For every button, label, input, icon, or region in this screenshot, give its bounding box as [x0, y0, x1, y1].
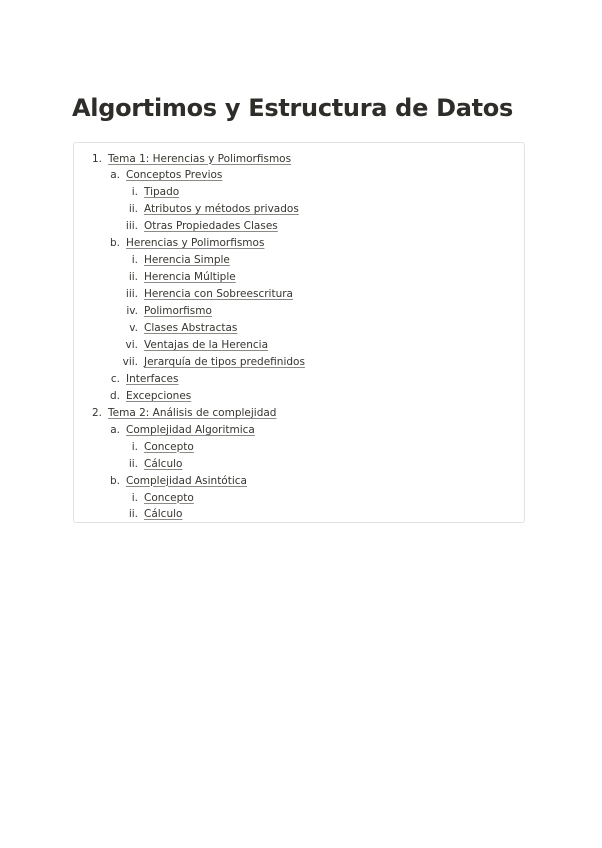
- toc-item: [0, 218, 560, 235]
- toc-item-marker: b.: [109, 474, 120, 487]
- toc-item-marker: 1.: [91, 152, 102, 165]
- toc-item-marker: 2.: [91, 406, 102, 419]
- toc-item-marker: ii.: [128, 508, 138, 521]
- toc-item: [0, 405, 560, 422]
- toc-subsection-link[interactable]: Herencias y Polimorfismos: [126, 237, 265, 250]
- toc-item: [0, 439, 560, 456]
- toc-subsection-link[interactable]: Complejidad Algoritmica: [126, 423, 255, 436]
- toc-topic-link[interactable]: Concepto: [144, 440, 194, 453]
- toc-topic-link[interactable]: Cálculo: [144, 457, 183, 470]
- toc-item-marker: vi.: [125, 338, 138, 351]
- toc-item-marker: i.: [131, 254, 138, 267]
- toc-item: [0, 167, 560, 184]
- toc-topic-link[interactable]: Otras Propiedades Clases: [144, 220, 278, 233]
- toc-topic-link[interactable]: Tipado: [144, 186, 180, 199]
- toc-item-marker: i.: [131, 491, 138, 504]
- toc-subsection-link[interactable]: Interfaces: [126, 372, 179, 385]
- toc-subsection-link[interactable]: Excepciones: [126, 389, 192, 402]
- toc-item: [0, 473, 560, 490]
- toc-item: [0, 506, 560, 523]
- toc-item-marker: d.: [109, 389, 120, 402]
- toc-item: [0, 201, 560, 218]
- toc-topic-link[interactable]: Polimorfismo: [144, 305, 212, 318]
- toc-item: [0, 252, 560, 269]
- toc-item-marker: i.: [131, 440, 138, 453]
- toc-item: [0, 490, 560, 507]
- toc-item: [0, 320, 560, 337]
- toc-item: [0, 286, 560, 303]
- toc-section-link[interactable]: Tema 2: Análisis de complejidad: [108, 406, 277, 419]
- toc-item: [0, 151, 560, 168]
- toc-item-marker: a.: [110, 423, 120, 436]
- toc-item-marker: vii.: [122, 355, 138, 368]
- toc-topic-link[interactable]: Ventajas de la Herencia: [144, 338, 269, 351]
- toc-section-link[interactable]: Tema 1: Herencias y Polimorfismos: [108, 152, 292, 165]
- toc-item-marker: a.: [110, 169, 120, 182]
- toc-item-marker: v.: [129, 322, 138, 334]
- toc-item: [0, 371, 560, 388]
- toc-item-marker: ii.: [128, 271, 138, 284]
- toc-topic-link[interactable]: Jerarquía de tipos predefinidos: [144, 355, 305, 368]
- toc-item-marker: ii.: [128, 457, 138, 470]
- toc-item: [0, 235, 560, 252]
- toc-item-marker: iii.: [125, 288, 138, 301]
- toc-subsection-link[interactable]: Conceptos Previos: [126, 169, 223, 182]
- toc-item-marker: b.: [109, 237, 120, 250]
- toc-topic-link[interactable]: Concepto: [144, 491, 194, 504]
- toc-subsection-link[interactable]: Complejidad Asintótica: [126, 474, 247, 487]
- toc-topic-link[interactable]: Herencia con Sobreescritura: [144, 288, 293, 301]
- toc-item-marker: ii.: [128, 203, 138, 216]
- toc-item-marker: iii.: [125, 220, 138, 233]
- toc-topic-link[interactable]: Cálculo: [144, 508, 183, 521]
- toc-item: [0, 354, 560, 371]
- toc-item: [0, 303, 560, 320]
- toc-item-marker: c.: [110, 372, 120, 385]
- page-title: Algortimos y Estructura de Datos: [72, 94, 513, 122]
- toc-item: [0, 269, 560, 286]
- toc-item: [0, 388, 560, 405]
- toc-item-marker: i.: [131, 186, 138, 199]
- toc-item: [0, 337, 560, 354]
- toc-topic-link[interactable]: Atributos y métodos privados: [144, 203, 299, 216]
- toc-item: [0, 184, 560, 201]
- toc-topic-link[interactable]: Herencia Simple: [144, 254, 230, 267]
- toc-item: [0, 422, 560, 439]
- toc-topic-link[interactable]: Herencia Múltiple: [144, 271, 236, 284]
- toc-item-marker: iv.: [126, 305, 138, 318]
- toc-topic-link[interactable]: Clases Abstractas: [144, 322, 238, 334]
- toc-item: [0, 456, 560, 473]
